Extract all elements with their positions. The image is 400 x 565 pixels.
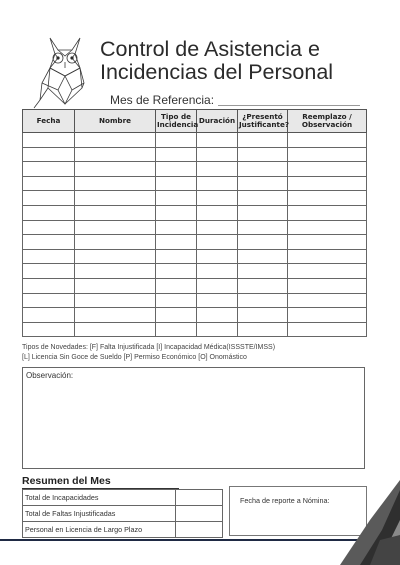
table-cell[interactable] xyxy=(288,176,367,191)
resumen-row xyxy=(23,506,223,522)
resumen-row xyxy=(23,490,223,506)
table-row xyxy=(23,176,367,191)
table-cell[interactable] xyxy=(238,235,288,250)
table-cell[interactable] xyxy=(156,249,197,264)
table-cell[interactable] xyxy=(238,308,288,323)
title-line-1: Control de Asistencia e xyxy=(100,37,320,61)
table-cell[interactable] xyxy=(156,176,197,191)
table-cell[interactable] xyxy=(197,249,238,264)
table-cell[interactable] xyxy=(156,308,197,323)
table-cell[interactable] xyxy=(197,191,238,206)
resumen-label: Personal en Licencia de Largo Plazo xyxy=(23,522,176,538)
table-cell[interactable] xyxy=(197,293,238,308)
tipos-line-2: [L] Licencia Sin Goce de Sueldo [P] Permiso Económico [O] Onomástico xyxy=(22,354,247,361)
table-cell[interactable] xyxy=(75,293,156,308)
table-cell[interactable] xyxy=(288,249,367,264)
table-row xyxy=(23,205,367,220)
table-row xyxy=(23,249,367,264)
table-cell[interactable] xyxy=(156,264,197,279)
table-cell[interactable] xyxy=(23,264,75,279)
resumen-value-cell[interactable] xyxy=(176,490,223,506)
col-header: Fecha xyxy=(23,110,75,133)
table-cell[interactable] xyxy=(75,220,156,235)
table-cell[interactable] xyxy=(23,278,75,293)
table-cell[interactable] xyxy=(23,162,75,177)
observacion-label: Observación: xyxy=(26,371,74,380)
table-cell[interactable] xyxy=(288,235,367,250)
tipos-novedades xyxy=(22,343,275,363)
mes-referencia-label: Mes de Referencia: xyxy=(110,93,215,107)
table-row xyxy=(23,133,367,148)
table-cell[interactable] xyxy=(288,162,367,177)
table-cell[interactable] xyxy=(238,322,288,337)
table-cell[interactable] xyxy=(238,147,288,162)
table-cell[interactable] xyxy=(288,205,367,220)
table-row xyxy=(23,191,367,206)
table-cell[interactable] xyxy=(156,147,197,162)
resumen-table xyxy=(22,489,223,538)
table-cell[interactable] xyxy=(288,220,367,235)
table-cell[interactable] xyxy=(197,147,238,162)
table-cell[interactable] xyxy=(75,322,156,337)
table-cell[interactable] xyxy=(23,293,75,308)
table-cell[interactable] xyxy=(156,278,197,293)
table-cell[interactable] xyxy=(238,278,288,293)
table-cell[interactable] xyxy=(288,308,367,323)
table-cell[interactable] xyxy=(75,133,156,148)
table-cell[interactable] xyxy=(238,162,288,177)
table-row xyxy=(23,278,367,293)
table-cell[interactable] xyxy=(23,322,75,337)
resumen-value-cell[interactable] xyxy=(176,522,223,538)
table-cell[interactable] xyxy=(23,176,75,191)
table-cell[interactable] xyxy=(156,220,197,235)
resumen-label: Total de Incapacidades xyxy=(23,490,176,506)
table-cell[interactable] xyxy=(238,133,288,148)
table-cell[interactable] xyxy=(197,133,238,148)
table-cell[interactable] xyxy=(75,205,156,220)
col-header: Duración xyxy=(197,110,238,133)
table-cell[interactable] xyxy=(156,293,197,308)
table-cell[interactable] xyxy=(75,278,156,293)
table-cell[interactable] xyxy=(288,147,367,162)
table-cell[interactable] xyxy=(156,322,197,337)
title-line-2: Incidencias del Personal xyxy=(100,60,334,84)
table-cell[interactable] xyxy=(75,308,156,323)
table-cell[interactable] xyxy=(23,249,75,264)
table-cell[interactable] xyxy=(156,162,197,177)
table-cell[interactable] xyxy=(238,205,288,220)
table-row xyxy=(23,293,367,308)
col-header: ¿Presentó Justificante? xyxy=(238,110,288,133)
table-cell[interactable] xyxy=(75,191,156,206)
table-row xyxy=(23,162,367,177)
table-cell[interactable] xyxy=(238,176,288,191)
table-cell[interactable] xyxy=(288,264,367,279)
table-row xyxy=(23,235,367,250)
table-header-row xyxy=(23,110,367,133)
table-cell[interactable] xyxy=(23,133,75,148)
table-cell[interactable] xyxy=(288,278,367,293)
table-cell[interactable] xyxy=(197,176,238,191)
table-cell[interactable] xyxy=(23,235,75,250)
table-cell[interactable] xyxy=(156,205,197,220)
table-cell[interactable] xyxy=(197,235,238,250)
table-cell[interactable] xyxy=(75,249,156,264)
table-cell[interactable] xyxy=(238,293,288,308)
table-row xyxy=(23,322,367,337)
fecha-reporte-label: Fecha de reporte a Nómina: xyxy=(240,496,330,505)
table-cell[interactable] xyxy=(288,293,367,308)
mes-referencia-field[interactable] xyxy=(218,105,360,106)
table-cell[interactable] xyxy=(75,264,156,279)
col-header: Tipo de Incidencia xyxy=(156,110,197,133)
table-row xyxy=(23,220,367,235)
table-cell[interactable] xyxy=(75,235,156,250)
table-cell[interactable] xyxy=(197,322,238,337)
table-cell[interactable] xyxy=(23,308,75,323)
page-title xyxy=(100,38,333,84)
col-header: Nombre xyxy=(75,110,156,133)
table-cell[interactable] xyxy=(288,133,367,148)
table-cell[interactable] xyxy=(288,191,367,206)
table-row xyxy=(23,147,367,162)
table-cell[interactable] xyxy=(75,176,156,191)
table-cell[interactable] xyxy=(238,191,288,206)
table-cell[interactable] xyxy=(23,205,75,220)
resumen-value-cell[interactable] xyxy=(176,506,223,522)
table-row xyxy=(23,308,367,323)
corner-decoration-icon xyxy=(320,480,400,565)
tipos-line-1: Tipos de Novedades: [F] Falta Injustificada [I] Incapacidad Médica(ISSSTE/IMSS) xyxy=(22,344,276,351)
table-cell[interactable] xyxy=(23,147,75,162)
table-cell[interactable] xyxy=(238,220,288,235)
table-cell[interactable] xyxy=(156,235,197,250)
attendance-table xyxy=(22,109,367,337)
observacion-box[interactable] xyxy=(22,367,365,469)
table-cell[interactable] xyxy=(197,264,238,279)
table-cell[interactable] xyxy=(23,191,75,206)
table-cell[interactable] xyxy=(197,278,238,293)
table-row xyxy=(23,264,367,279)
table-cell[interactable] xyxy=(156,191,197,206)
owl-logo-icon xyxy=(30,28,100,110)
table-cell[interactable] xyxy=(156,133,197,148)
resumen-label: Total de Faltas Injustificadas xyxy=(23,506,176,522)
table-cell[interactable] xyxy=(197,205,238,220)
table-cell[interactable] xyxy=(23,220,75,235)
table-cell[interactable] xyxy=(197,220,238,235)
resumen-title: Resumen del Mes xyxy=(22,475,111,487)
resumen-row xyxy=(23,522,223,538)
table-cell[interactable] xyxy=(75,162,156,177)
table-cell[interactable] xyxy=(288,322,367,337)
table-cell[interactable] xyxy=(75,147,156,162)
table-cell[interactable] xyxy=(238,249,288,264)
table-cell[interactable] xyxy=(197,308,238,323)
col-header: Reemplazo / Observación xyxy=(288,110,367,133)
table-cell[interactable] xyxy=(197,162,238,177)
table-cell[interactable] xyxy=(238,264,288,279)
